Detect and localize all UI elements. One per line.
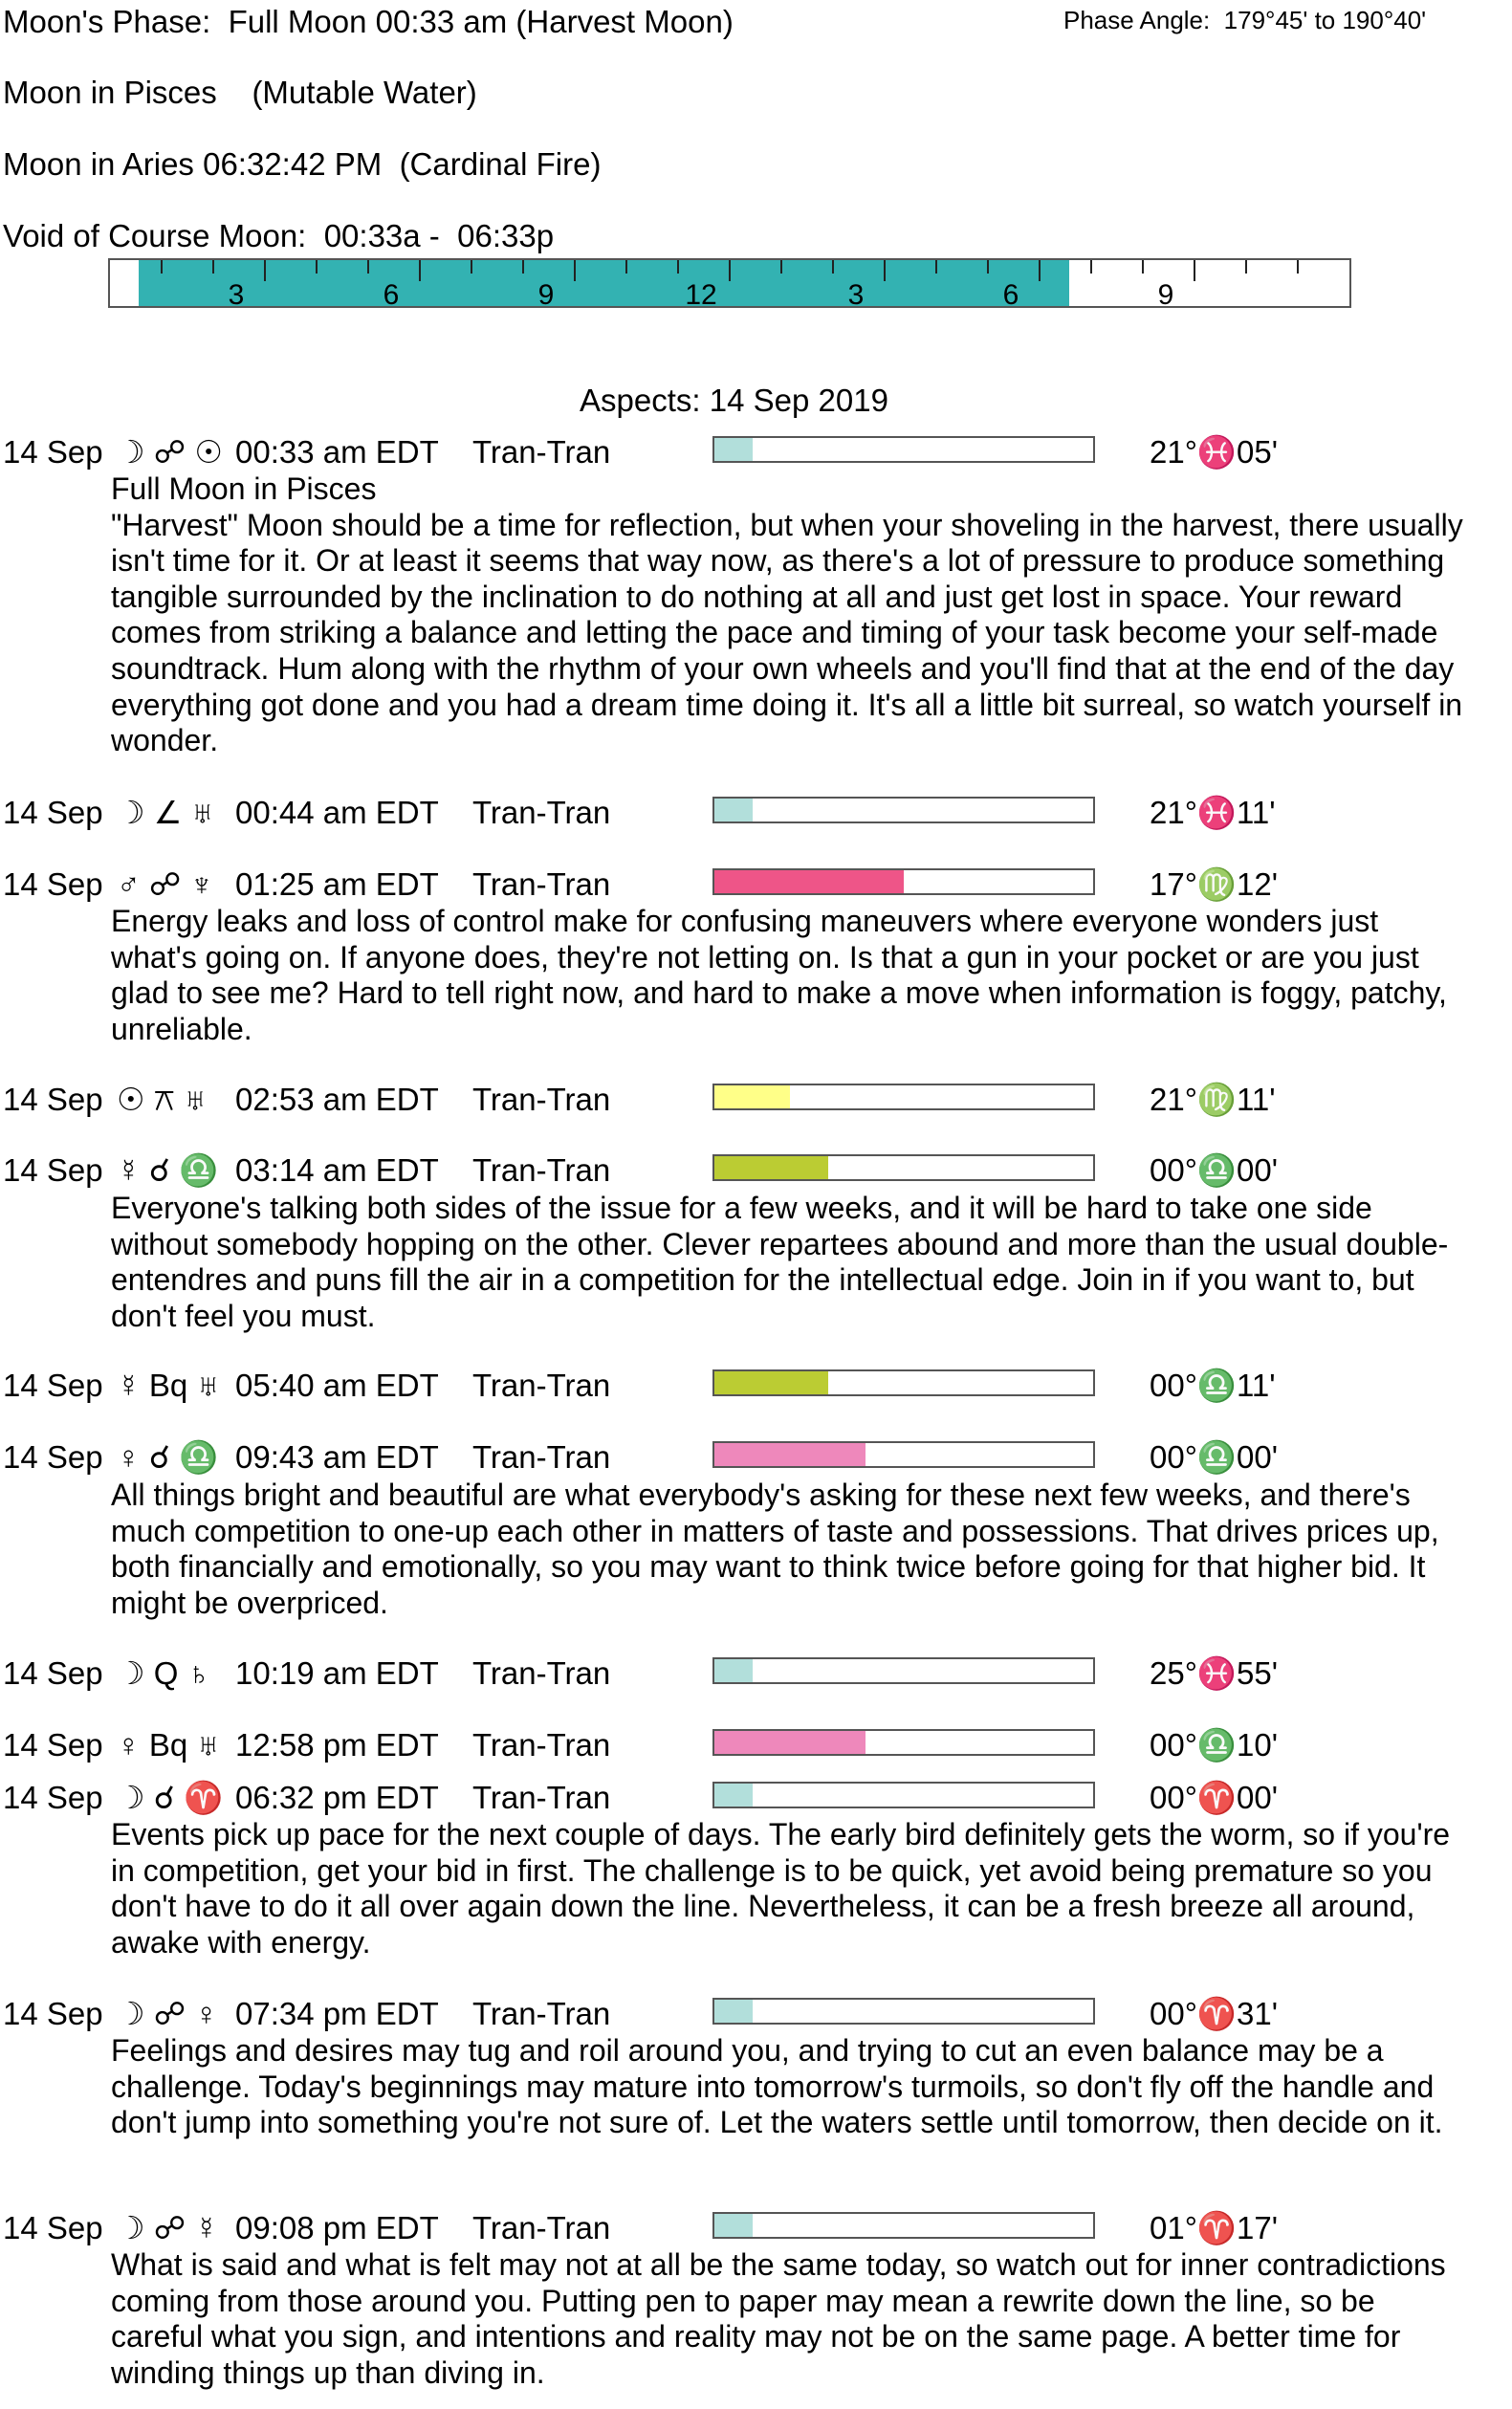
aspect-date: 14 Sep: [3, 434, 103, 470]
aspect-position: 00°♎11': [1150, 1368, 1276, 1403]
timeline-tick: [161, 260, 163, 274]
aspect-date: 14 Sep: [3, 1655, 103, 1691]
phase-angle: Phase Angle: 179°45' to 190°40': [1063, 6, 1427, 34]
void-of-course: Void of Course Moon: 00:33a - 06:33p: [3, 218, 555, 253]
aspect-strength-fill: [714, 1659, 753, 1682]
aspect-glyphs: ☽ ☌ ♈: [117, 1780, 224, 1815]
aspect-type: Tran-Tran: [472, 1655, 611, 1691]
void-of-course-timeline: [108, 258, 1351, 311]
aspect-type: Tran-Tran: [472, 2210, 611, 2245]
aspect-strength-fill: [714, 438, 753, 461]
aspect-strength-fill: [714, 2214, 753, 2237]
timeline-tick: [729, 260, 731, 281]
aspect-date: 14 Sep: [3, 1780, 103, 1815]
timeline-hour-label: 12: [685, 279, 717, 311]
aspect-glyphs: ☽ ☍ ☉: [117, 434, 223, 470]
aspect-strength-fill: [714, 2000, 753, 2023]
aspect-time: 09:43 am EDT: [235, 1439, 439, 1475]
aspect-time: 07:34 pm EDT: [235, 1996, 439, 2031]
aspect-strength-fill: [714, 870, 904, 893]
aspect-strength-bar: [712, 1154, 1095, 1181]
timeline-tick: [625, 260, 627, 274]
aspect-glyphs: ♀ ☌ ♎: [117, 1439, 219, 1475]
moon-sign-aries: Moon in Aries 06:32:42 PM (Cardinal Fire): [3, 146, 602, 182]
aspect-time: 05:40 am EDT: [235, 1368, 439, 1403]
aspect-glyphs: ☉ ⚻ ♅: [117, 1082, 208, 1117]
aspect-strength-bar: [712, 868, 1095, 895]
aspect-position: 00°♈31': [1150, 1996, 1278, 2031]
timeline-tick: [987, 260, 989, 274]
aspect-glyphs: ☿ ☌ ♎: [117, 1152, 219, 1188]
aspect-strength-fill: [714, 1371, 828, 1394]
aspect-glyphs: ☽ ☍ ☿: [117, 2210, 219, 2245]
aspect-glyphs: ♂ ☍ ♆: [117, 866, 214, 902]
aspect-type: Tran-Tran: [472, 1368, 611, 1403]
timeline-tick: [1245, 260, 1247, 274]
aspect-strength-fill: [714, 1156, 828, 1179]
timeline-hour-label: 6: [1002, 279, 1019, 311]
timeline-hour-label: 3: [847, 279, 865, 311]
aspect-time: 02:53 am EDT: [235, 1082, 439, 1117]
aspect-type: Tran-Tran: [472, 434, 611, 470]
aspect-description: Events pick up pace for the next couple of days. The early bird definitely gets the worm, so if you're in competition, get your bid in first. The challenge is to be quick, yet avoid being premature so you don't have to do it all over again down the line. Nevertheless, it can be a fresh breeze all around, awake with energy.: [111, 1817, 1451, 1960]
aspect-glyphs: ☽ ☍ ♀: [117, 1996, 219, 2031]
timeline-hour-label: 9: [537, 279, 555, 311]
timeline-hour-label: 6: [383, 279, 400, 311]
timeline-tick: [884, 260, 886, 281]
aspect-position: 00°♎00': [1150, 1152, 1278, 1188]
aspect-position: 25°♓55': [1150, 1655, 1278, 1691]
aspect-type: Tran-Tran: [472, 1152, 611, 1188]
aspect-time: 00:33 am EDT: [235, 434, 439, 470]
aspect-time: 12:58 pm EDT: [235, 1727, 439, 1763]
aspect-description: Everyone's talking both sides of the issue for a few weeks, and it will be hard to take one side without somebody hopping on the other. Clever repartees abound and more than the usual double-entendres and puns fill the air in a competition for the intellectual edge. Join in if you want to, but don't feel you must.: [111, 1191, 1449, 1333]
timeline-tick: [522, 260, 524, 274]
timeline-tick: [419, 260, 421, 281]
aspect-description: Feelings and desires may tug and roil around you, and trying to cut an even balance may be a challenge. Today's beginnings may mature into tomorrow's turmoils, so don't fly off the handle and don't jump into something you're not sure of. Let the waters settle until tomorrow, then decide on it.: [111, 2033, 1443, 2140]
aspect-time: 03:14 am EDT: [235, 1152, 439, 1188]
aspect-strength-bar: [712, 1782, 1095, 1808]
timeline-tick: [677, 260, 679, 274]
aspect-position: 00°♎10': [1150, 1727, 1278, 1763]
timeline-tick: [367, 260, 369, 274]
aspect-position: 00°♎00': [1150, 1439, 1278, 1475]
aspect-strength-bar: [712, 1729, 1095, 1756]
aspect-strength-fill: [714, 1731, 866, 1754]
timeline-tick: [1090, 260, 1092, 274]
aspect-time: 09:08 pm EDT: [235, 2210, 439, 2245]
aspect-description: What is said and what is felt may not at all be the same today, so watch out for inner contradictions coming from those around you. Putting pen to paper may mean a rewrite down the line, so be careful what you sign, and intentions and reality may not be on the same page. A better time for winding things up than diving in.: [111, 2247, 1446, 2390]
aspect-position: 17°♍12': [1150, 866, 1278, 902]
aspect-strength-fill: [714, 1784, 753, 1807]
aspect-type: Tran-Tran: [472, 795, 611, 830]
aspect-type: Tran-Tran: [472, 1082, 611, 1117]
timeline-tick: [1194, 260, 1195, 281]
aspect-type: Tran-Tran: [472, 1439, 611, 1475]
aspect-description: Full Moon in Pisces "Harvest" Moon should be a time for reflection, but when your shoveling in the harvest, there usually isn't time for it. Or at least it seems that way now, as there's a lot of pressure to produce something tangible surrounded by the inclination to do nothing at all and just get lost in space. Your reward comes from striking a balance and letting the pace and timing of your task become your self-made soundtrack. Hum along with the rhythm of your own wheels and you'll find that at the end of the day everything got done and you had a dream time doing it. It's all a little bit surreal, so watch yourself in wonder.: [111, 471, 1463, 758]
moon-sign-pisces: Moon in Pisces (Mutable Water): [3, 75, 477, 110]
timeline-tick: [316, 260, 318, 274]
aspect-date: 14 Sep: [3, 1152, 103, 1188]
aspect-time: 10:19 am EDT: [235, 1655, 439, 1691]
aspect-date: 14 Sep: [3, 795, 103, 830]
aspects-title: Aspects: 14 Sep 2019: [580, 383, 888, 418]
aspect-glyphs: ♀ Bq ♅: [117, 1727, 221, 1763]
aspect-position: 21°♍11': [1150, 1082, 1276, 1117]
timeline-tick: [832, 260, 834, 274]
aspect-date: 14 Sep: [3, 1996, 103, 2031]
timeline-tick: [264, 260, 266, 281]
aspect-type: Tran-Tran: [472, 1727, 611, 1763]
timeline-tick: [471, 260, 472, 274]
timeline-hour-label: 9: [1157, 279, 1174, 311]
timeline-tick: [574, 260, 576, 281]
aspect-strength-fill: [714, 1443, 866, 1466]
aspect-date: 14 Sep: [3, 2210, 103, 2245]
aspect-time: 01:25 am EDT: [235, 866, 439, 902]
aspect-position: 01°♈17': [1150, 2210, 1278, 2245]
aspect-strength-bar: [712, 436, 1095, 463]
timeline-tick: [1297, 260, 1299, 274]
moon-phase: Moon's Phase: Full Moon 00:33 am (Harvest Moon): [3, 4, 734, 39]
aspect-date: 14 Sep: [3, 1727, 103, 1763]
aspect-strength-bar: [712, 1369, 1095, 1396]
aspect-strength-fill: [714, 1085, 790, 1108]
aspect-position: 00°♈00': [1150, 1780, 1278, 1815]
void-period-fill: [139, 260, 1069, 306]
aspect-date: 14 Sep: [3, 866, 103, 902]
aspect-strength-bar: [712, 2212, 1095, 2239]
timeline-tick: [780, 260, 782, 274]
aspect-position: 21°♓05': [1150, 434, 1278, 470]
aspect-glyphs: ☽ ∠ ♅: [117, 795, 215, 830]
timeline-tick: [212, 260, 214, 274]
aspect-date: 14 Sep: [3, 1439, 103, 1475]
aspect-strength-bar: [712, 1998, 1095, 2025]
aspect-glyphs: ☿ Bq ♅: [117, 1368, 221, 1403]
aspect-strength-bar: [712, 1657, 1095, 1684]
aspect-position: 21°♓11': [1150, 795, 1276, 830]
aspect-date: 14 Sep: [3, 1368, 103, 1403]
timeline-tick: [935, 260, 937, 274]
aspect-time: 06:32 pm EDT: [235, 1780, 439, 1815]
aspect-glyphs: ☽ Q ♄: [117, 1655, 211, 1691]
aspect-description: All things bright and beautiful are what everybody's asking for these next few weeks, and there's much competition to one-up each other in matters of taste and possessions. That drives prices up, both financially and emotionally, so you may want to think twice before going for that higher bid. It might be overpriced.: [111, 1478, 1439, 1620]
timeline-hour-label: 3: [228, 279, 245, 311]
aspect-date: 14 Sep: [3, 1082, 103, 1117]
aspect-strength-fill: [714, 799, 753, 821]
aspect-strength-bar: [712, 1084, 1095, 1110]
aspect-time: 00:44 am EDT: [235, 795, 439, 830]
timeline-tick: [1142, 260, 1144, 274]
aspect-strength-bar: [712, 797, 1095, 823]
timeline-tick: [1039, 260, 1041, 281]
aspect-strength-bar: [712, 1441, 1095, 1468]
aspect-description: Energy leaks and loss of control make for confusing maneuvers where everyone wonders just what's going on. If anyone does, they're not letting on. Is that a gun in your pocket or are you just glad to see me? Hard to tell right now, and hard to make a move when information is foggy, patchy, unreliable.: [111, 904, 1447, 1046]
aspect-type: Tran-Tran: [472, 1996, 611, 2031]
aspect-type: Tran-Tran: [472, 1780, 611, 1815]
aspect-type: Tran-Tran: [472, 866, 611, 902]
